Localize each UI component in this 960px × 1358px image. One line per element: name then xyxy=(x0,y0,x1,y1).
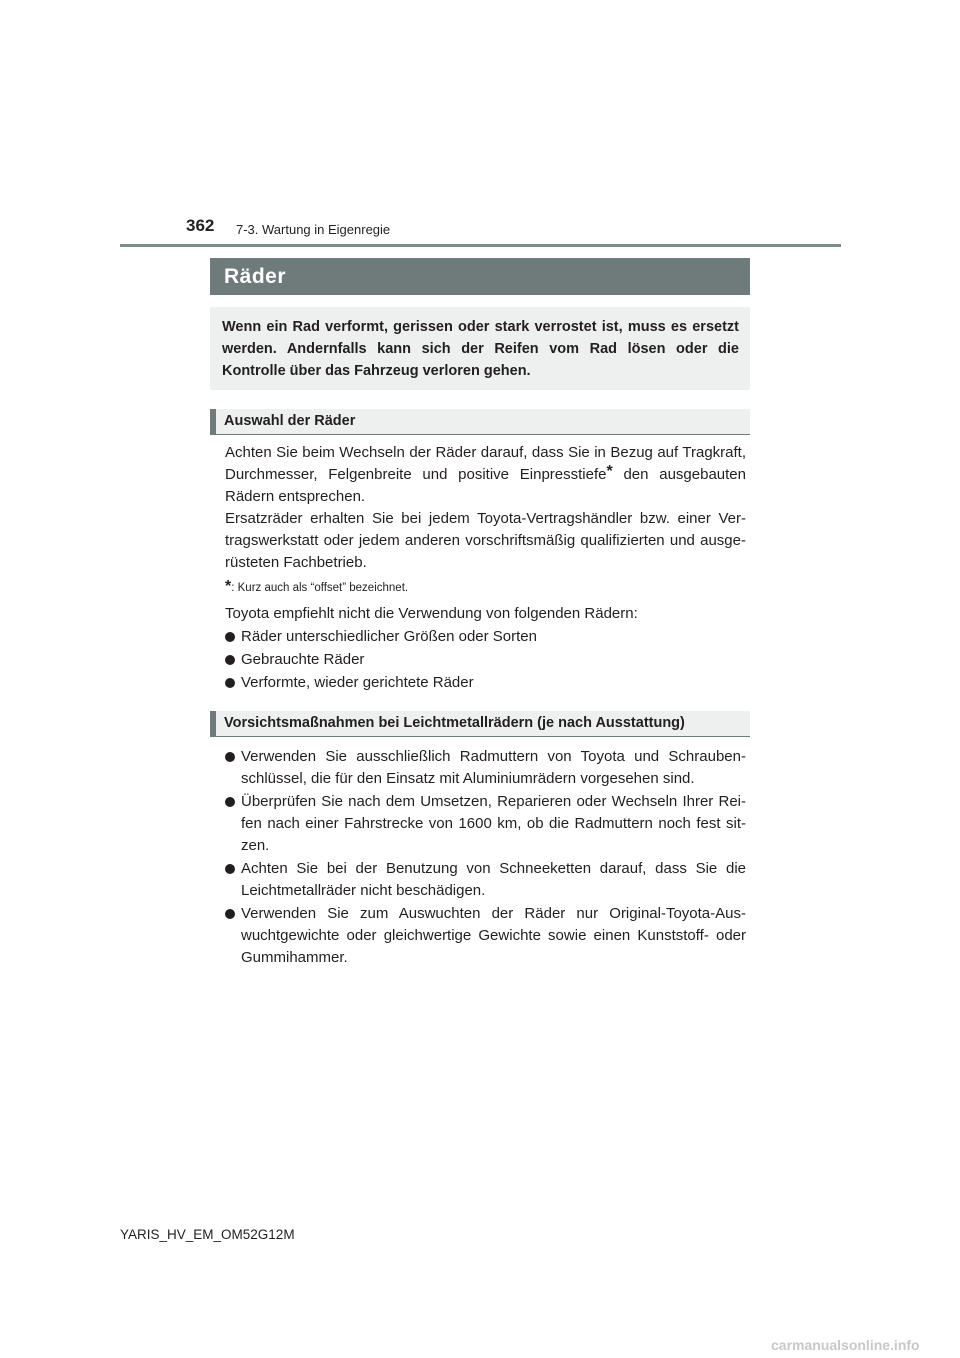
list-item-text: Verwenden Sie zum Auswuchten der Räder nur Original-Toyota-Auswuchtgewichte oder gleichwertige Gewichte sowie einen Kunststoff- oder Gummihammer. xyxy=(241,905,746,966)
bullet-icon xyxy=(225,655,235,665)
bullet-icon xyxy=(225,752,235,762)
list-item xyxy=(210,649,750,671)
paragraph-requirements xyxy=(225,442,746,508)
watermark: carmanualsonline.info xyxy=(771,1337,920,1353)
header-rule xyxy=(120,244,841,247)
document-code: YARIS_HV_EM_OM52G12M xyxy=(120,1227,295,1242)
paragraph-requirements-text-b: den ausgebauten Rädern entsprechen. xyxy=(225,466,746,505)
list-item-text: Gebrauchte Räder xyxy=(241,651,365,668)
bullet-icon xyxy=(225,797,235,807)
list-item xyxy=(210,903,750,969)
paragraph-requirements-text-a: Achten Sie beim Wechseln der Räder darauf, dass Sie in Bezug auf Tragkraft, Durchmesser, Felgenbreite und positive Einpresstiefe xyxy=(225,444,746,483)
section-heading-alloy-precautions: Vorsichtsmaßnahmen bei Leichtmetallrädern (je nach Ausstattung) xyxy=(210,711,750,737)
page-number: 362 xyxy=(186,216,215,235)
list-item-text: Überprüfen Sie nach dem Umsetzen, Reparieren oder Wechseln Ihrer Reifen nach einer Fahrstrecke von 1600 km, ob die Radmuttern noch fest sitzen. xyxy=(241,793,746,854)
list-item-text: Räder unterschiedlicher Größen oder Sorten xyxy=(241,628,537,645)
list-item-text: Verformte, wieder gerichtete Räder xyxy=(241,674,474,691)
paragraph-replacement: Ersatzräder erhalten Sie bei jedem Toyota-Vertragshändler bzw. einer Vertragswerkstatt oder jedem anderen vorschriftsmäßig qualifizierten und ausgerüsteten Fachbetrieb. xyxy=(225,510,746,571)
list-item xyxy=(210,746,750,790)
footnote-text: : Kurz auch als “offset” bezeichnet. xyxy=(231,582,409,594)
list-item-text: Verwenden Sie ausschließlich Radmuttern von Toyota und Schraubenschlüssel, die für den Einsatz mit Aluminiumrädern vorgesehen sind. xyxy=(241,748,746,787)
bullet-icon xyxy=(225,678,235,688)
bullet-icon xyxy=(225,632,235,642)
list-item xyxy=(210,672,750,694)
section-reference: 7-3. Wartung in Eigenregie xyxy=(236,222,391,237)
not-recommended-list xyxy=(210,626,750,694)
footnote-marker: * xyxy=(606,463,613,480)
section-heading-wheel-selection: Auswahl der Räder xyxy=(210,409,750,435)
wheel-selection-text xyxy=(210,442,750,574)
intro-box: Wenn ein Rad verformt, gerissen oder stark verrostet ist, muss es ersetzt werden. Andernfalls kann sich der Reifen vom Rad lösen oder die Kontrolle über das Fahrzeug verloren gehen. xyxy=(210,307,750,390)
list-item xyxy=(210,626,750,648)
footnote-star: * xyxy=(225,578,232,595)
bullet-icon xyxy=(225,909,235,919)
page-content xyxy=(210,258,750,970)
bullet-icon xyxy=(225,864,235,874)
list-item xyxy=(210,858,750,902)
list-item xyxy=(210,791,750,857)
list-item-text: Achten Sie bei der Benutzung von Schneeketten darauf, dass Sie die Leichtmetallräder nicht beschädigen. xyxy=(241,860,746,899)
footnote xyxy=(210,576,750,599)
page-title: Räder xyxy=(210,258,750,295)
recommendation-text: Toyota empfiehlt nicht die Verwendung von folgenden Rädern: xyxy=(225,605,638,622)
alloy-precautions-list xyxy=(210,746,750,969)
